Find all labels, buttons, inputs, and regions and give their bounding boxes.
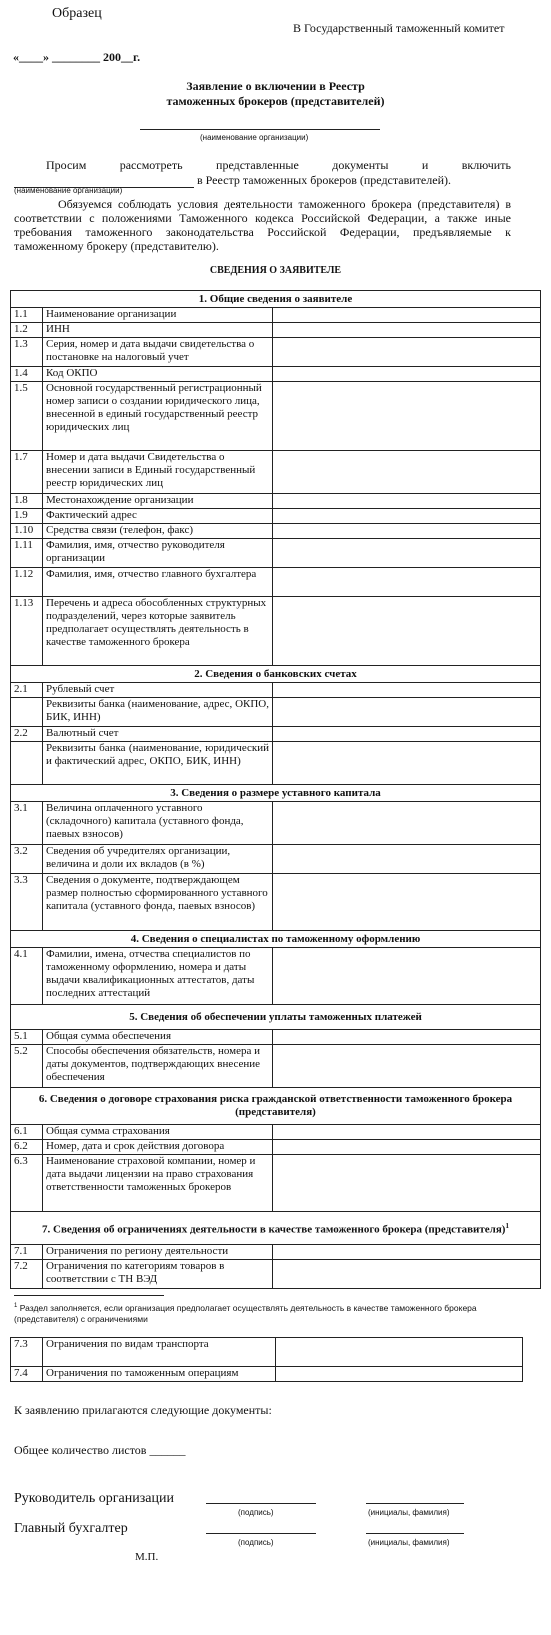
section-header-row — [11, 1005, 541, 1030]
row-value-cell[interactable] — [273, 308, 541, 323]
row-label: Серия, номер и дата выдачи свидетельства о постановке на налоговый учет — [43, 338, 273, 367]
row-value-cell[interactable] — [273, 524, 541, 539]
row-value-cell[interactable] — [273, 451, 541, 494]
request-org-caption: (наименование организации) — [14, 186, 123, 195]
table-row — [11, 323, 541, 338]
table-row — [11, 539, 541, 568]
request-line-2: в Реестр таможенных брокеров (представителей). — [14, 173, 451, 188]
row-number: 6.1 — [11, 1125, 43, 1140]
row-number: 5.2 — [11, 1045, 43, 1088]
row-number: 7.1 — [11, 1245, 43, 1260]
row-number: 1.7 — [11, 451, 43, 494]
row-value-cell[interactable] — [273, 1155, 541, 1212]
row-label: Фактический адрес — [43, 509, 273, 524]
table-row — [11, 568, 541, 597]
signature-role-accountant: Главный бухгалтер — [14, 1521, 128, 1536]
addressee: В Государственный таможенный комитет — [293, 21, 505, 35]
row-label: Фамилии, имена, отчества специалистов по таможенному оформлению, номера и даты выдачи квалификационных аттестатов, даты последних аттестаций — [43, 948, 273, 1005]
row-number: 3.3 — [11, 874, 43, 931]
director-signature-line[interactable] — [206, 1503, 316, 1504]
row-value-cell[interactable] — [273, 727, 541, 742]
table-row — [11, 509, 541, 524]
table-row — [11, 494, 541, 509]
table-row — [11, 874, 541, 931]
director-signature-caption: (подпись) — [238, 1508, 274, 1517]
row-number: 1.13 — [11, 597, 43, 666]
row-value-cell[interactable] — [273, 1125, 541, 1140]
table-row — [11, 451, 541, 494]
row-number: 2.1 — [11, 683, 43, 698]
row-number: 1.3 — [11, 338, 43, 367]
sample-label: Образец — [52, 6, 102, 21]
row-label: Реквизиты банка (наименование, юридический и фактический адрес, ОКПО, БИК, ИНН) — [43, 742, 273, 785]
table-row — [11, 727, 541, 742]
row-label: Общая сумма страхования — [43, 1125, 273, 1140]
applicant-heading: СВЕДЕНИЯ О ЗАЯВИТЕЛЕ — [209, 265, 342, 276]
row-value-cell[interactable] — [273, 323, 541, 338]
table-row — [11, 845, 541, 874]
row-number: 1.4 — [11, 367, 43, 382]
request-word: Просим — [46, 158, 87, 172]
row-value-cell[interactable] — [273, 367, 541, 382]
attachments-label: К заявлению прилагаются следующие документы: — [14, 1403, 272, 1417]
obligation-paragraph: Обязуемся соблюдать условия деятельности таможенного брокера (представителя) в соответствии с положениями Таможенного кодекса Российской Федерации, а также иные требования таможенного законодательства Российской Федерации, предъявляемые к таможенному брокеру (представителю). — [14, 197, 511, 253]
sheets-total: Общее количество листов ______ — [14, 1443, 186, 1457]
row-value-cell[interactable] — [273, 698, 541, 727]
request-word: включить — [461, 158, 511, 172]
row-label: Местонахождение организации — [43, 494, 273, 509]
row-number: 6.3 — [11, 1155, 43, 1212]
table-row — [11, 948, 541, 1005]
row-number: 3.2 — [11, 845, 43, 874]
row-label: Валютный счет — [43, 727, 273, 742]
row-label: ИНН — [43, 323, 273, 338]
row-label: Наименование организации — [43, 308, 273, 323]
row-label: Сведения о документе, подтверждающем размер полностью сформированного уставного капитала (уставного фонда, паевых взносов) — [43, 874, 273, 931]
table-row — [11, 1030, 541, 1045]
section-title: 2. Сведения о банковских счетах — [11, 666, 541, 683]
row-value-cell[interactable] — [273, 1260, 541, 1289]
row-value-cell[interactable] — [273, 1140, 541, 1155]
accountant-name-line[interactable] — [366, 1533, 464, 1534]
row-label: Ограничения по региону деятельности — [43, 1245, 273, 1260]
footnote-separator — [14, 1295, 164, 1296]
director-name-line[interactable] — [366, 1503, 464, 1504]
row-value-cell[interactable] — [273, 742, 541, 785]
row-value-cell[interactable] — [273, 382, 541, 451]
table-row — [11, 1125, 541, 1140]
row-value-cell[interactable] — [273, 802, 541, 845]
table-row — [11, 1245, 541, 1260]
row-number: 1.9 — [11, 509, 43, 524]
restrictions-continuation-table — [10, 1337, 523, 1382]
table-row — [11, 1140, 541, 1155]
row-label: Общая сумма обеспечения — [43, 1030, 273, 1045]
table-row — [11, 524, 541, 539]
row-label: Фамилия, имя, отчество главного бухгалтера — [43, 568, 273, 597]
row-label: Величина оплаченного уставного (складочного) капитала (уставного фонда, паевых взносов) — [43, 802, 273, 845]
table-row — [11, 1338, 523, 1367]
row-value-cell[interactable] — [273, 845, 541, 874]
row-value-cell[interactable] — [273, 509, 541, 524]
applicant-info-table — [10, 290, 541, 1289]
row-number: 1.2 — [11, 323, 43, 338]
row-value-cell[interactable] — [273, 597, 541, 666]
row-value-cell[interactable] — [273, 494, 541, 509]
footnote: $^1$ Раздел заполняется, если организация предполагает осуществлять деятельность в качестве таможенного брокера (представителя) с ограничениями — [14, 1302, 477, 1324]
row-number: 7.3 — [11, 1338, 43, 1367]
row-label: Перечень и адреса обособленных структурных подразделений, через которые заявитель предполагает осуществлять деятельность в качестве таможенного брокера — [43, 597, 273, 666]
table-row — [11, 338, 541, 367]
request-word: представленные — [216, 158, 299, 172]
section-header-row — [11, 931, 541, 948]
request-word: и — [421, 158, 429, 172]
signature-role-director: Руководитель организации — [14, 1491, 174, 1506]
row-number: 1.11 — [11, 539, 43, 568]
table-row — [11, 597, 541, 666]
section-title: 4. Сведения о специалистах по таможенному оформлению — [11, 931, 541, 948]
section-title: 7. Сведения об ограничениях деятельности в качестве таможенного брокера (представителя)$^1$ — [11, 1212, 541, 1245]
row-number: 3.1 — [11, 802, 43, 845]
row-label: Ограничения по таможенным операциям — [43, 1367, 276, 1382]
row-label: Основной государственный регистрационный номер записи о создании юридического лица, внесенной в единый государственный реестр юридических лиц — [43, 382, 273, 451]
row-number: 1.12 — [11, 568, 43, 597]
row-value-cell[interactable] — [273, 338, 541, 367]
row-number — [11, 742, 43, 785]
table-row — [11, 1367, 523, 1382]
accountant-signature-caption: (подпись) — [238, 1538, 274, 1547]
table-row — [11, 1260, 541, 1289]
row-value-cell[interactable] — [273, 874, 541, 931]
table-row — [11, 367, 541, 382]
row-label: Сведения об учредителях организации, величина и доли их вкладов (в %) — [43, 845, 273, 874]
date-line: «____» ________ 200__г. — [13, 50, 141, 64]
organization-name-line — [140, 129, 380, 130]
row-number: 1.1 — [11, 308, 43, 323]
table-row — [11, 308, 541, 323]
row-number: 2.2 — [11, 727, 43, 742]
table-row — [11, 742, 541, 785]
row-number: 7.4 — [11, 1367, 43, 1382]
request-word: рассмотреть — [119, 158, 183, 172]
row-number: 1.8 — [11, 494, 43, 509]
row-label: Номер и дата выдачи Свидетельства о внесении записи в Единый государственный реестр юридических лиц — [43, 451, 273, 494]
request-line-1 — [46, 158, 511, 173]
row-label: Реквизиты банка (наименование, адрес, ОКПО, БИК, ИНН) — [43, 698, 273, 727]
row-value-cell[interactable] — [273, 1245, 541, 1260]
row-value-cell[interactable] — [273, 683, 541, 698]
accountant-name-caption: (инициалы, фамилия) — [368, 1538, 450, 1547]
organization-caption: (наименование организации) — [200, 133, 309, 142]
row-label: Ограничения по видам транспорта — [43, 1338, 276, 1367]
row-label: Номер, дата и срок действия договора — [43, 1140, 273, 1155]
request-word: документы — [332, 158, 389, 172]
row-label: Фамилия, имя, отчество руководителя организации — [43, 539, 273, 568]
section-header-row — [11, 1088, 541, 1125]
row-value-cell[interactable] — [273, 948, 541, 1005]
row-number: 5.1 — [11, 1030, 43, 1045]
table-row — [11, 382, 541, 451]
row-label: Наименование страховой компании, номер и дата выдачи лицензии на право страхования ответственности таможенных брокеров — [43, 1155, 273, 1212]
row-value-cell[interactable] — [273, 568, 541, 597]
section-title: 1. Общие сведения о заявителе — [11, 291, 541, 308]
row-number: 7.2 — [11, 1260, 43, 1289]
row-number — [11, 698, 43, 727]
section-header-row — [11, 1212, 541, 1245]
section-title: 6. Сведения о договоре страхования риска гражданской ответственности таможенного брокера (представителя) — [11, 1088, 541, 1125]
stamp-place: М.П. — [135, 1551, 159, 1563]
row-label: Код ОКПО — [43, 367, 273, 382]
row-value-cell[interactable] — [273, 539, 541, 568]
row-label: Рублевый счет — [43, 683, 273, 698]
row-number: 1.10 — [11, 524, 43, 539]
row-label: Способы обеспечения обязательств, номера и даты документов, подтверждающих внесение обеспечения — [43, 1045, 273, 1088]
section-title: 5. Сведения об обеспечении уплаты таможенных платежей — [11, 1005, 541, 1030]
row-label: Ограничения по категориям товаров в соответствии с ТН ВЭД — [43, 1260, 273, 1289]
row-number: 6.2 — [11, 1140, 43, 1155]
table-row — [11, 1155, 541, 1212]
section-header-row — [11, 666, 541, 683]
table-row — [11, 683, 541, 698]
section-header-row — [11, 785, 541, 802]
footnote-mark: 1 — [505, 1221, 509, 1230]
row-value-cell[interactable] — [276, 1338, 523, 1367]
director-name-caption: (инициалы, фамилия) — [368, 1508, 450, 1517]
row-value-cell[interactable] — [273, 1030, 541, 1045]
table-row — [11, 698, 541, 727]
document-title: Заявление о включении в Реестр таможенных брокеров (представителей) — [166, 79, 385, 108]
row-number: 4.1 — [11, 948, 43, 1005]
row-value-cell[interactable] — [273, 1045, 541, 1088]
accountant-signature-line[interactable] — [206, 1533, 316, 1534]
table-row — [11, 802, 541, 845]
row-label: Средства связи (телефон, факс) — [43, 524, 273, 539]
table-row — [11, 1045, 541, 1088]
row-number: 1.5 — [11, 382, 43, 451]
row-value-cell[interactable] — [276, 1367, 523, 1382]
section-header-row — [11, 291, 541, 308]
section-title: 3. Сведения о размере уставного капитала — [11, 785, 541, 802]
